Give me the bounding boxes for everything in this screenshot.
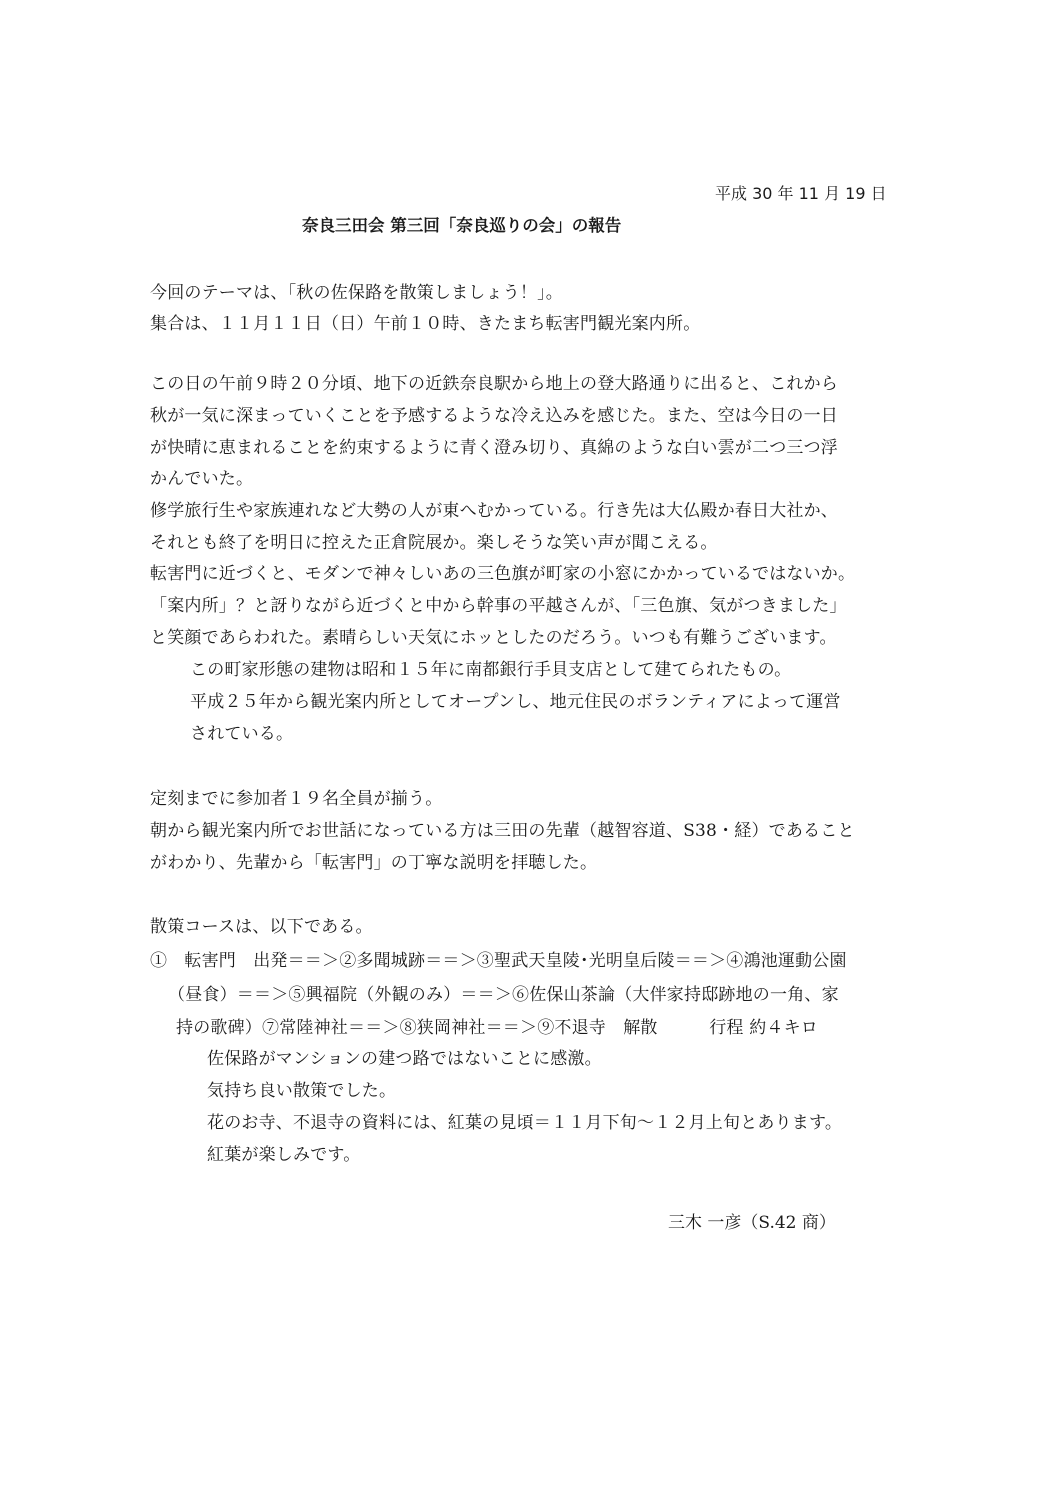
body-line: 「案内所」？と訝りながら近づくと中から幹事の平越さんが、「三色旗、気がつきました」 [150,596,847,616]
author-signature: 三木 一彦（S.42 商） [668,1213,836,1233]
body-line: 修学旅行生や家族連れなど大勢の人が東へむかっている。行き先は大仏殿か春日大社か、 [150,501,838,521]
course-line: （昼食）＝＝＞⑤興福院（外観のみ）＝＝＞⑥佐保山茶論（大伴家持邸跡地の一角、家 [168,985,839,1005]
body-line: と笑顔であらわれた。素晴らしい天気にホッとしたのだろう。いつも有難うございます。 [150,628,837,648]
body-line: が快晴に恵まれることを約束するように青く澄み切り、真綿のような白い雲が二つ三つ浮 [150,438,838,458]
report-date: 平成 30 年 11 月 19 日 [715,184,887,203]
body-line: 紅葉が楽しみです。 [207,1145,361,1165]
body-line: 集合は、１１月１１日（日）午前１０時、きたまち転害門観光案内所。 [150,314,701,334]
body-line: 平成２５年から観光案内所としてオープンし、地元住民のボランティアによって運営 [190,692,841,712]
body-line: 今回のテーマは、「秋の佐保路を散策しましょう！」。 [150,283,563,303]
body-line: 秋が一気に深まっていくことを予感するような冷え込みを感じた。また、空は今日の一日 [150,406,838,426]
body-line: 花のお寺、不退寺の資料には、紅葉の見頃＝１１月下旬～１２月上旬とあります。 [207,1113,843,1133]
body-line: この日の午前９時２０分頃、地下の近鉄奈良駅から地上の登大路通りに出ると、これから [150,374,838,394]
body-line: されている。 [190,724,294,744]
body-line: がわかり、先輩から「転害門」の丁寧な説明を拝聴した。 [150,853,598,873]
body-line: 佐保路がマンションの建つ路ではないことに感激。 [207,1049,602,1069]
body-line: それとも終了を明日に控えた正倉院展か。楽しそうな笑い声が聞こえる。 [150,533,718,553]
course-line: ① 転害門 出発＝＝＞②多聞城跡＝＝＞③聖武天皇陵･光明皇后陵＝＝＞④鴻池運動公園 [150,951,847,971]
body-line: この町家形態の建物は昭和１５年に南都銀行手貝支店として建てられたもの。 [190,660,792,680]
body-line: 散策コースは、以下である。 [150,917,373,937]
body-line: 気持ち良い散策でした。 [207,1081,397,1101]
body-line: 朝から観光案内所でお世話になっている方は三田の先輩（越智容道、S38・経）であること [150,821,855,841]
course-line: 持の歌碑）⑦常陸神社＝＝＞⑧狭岡神社＝＝＞⑨不退寺 解散 行程 約４キロ [176,1018,819,1038]
report-title: 奈良三田会 第三回「奈良巡りの会」の報告 [302,216,622,235]
body-line: かんでいた。 [150,469,254,489]
body-line: 転害門に近づくと、モダンで神々しいあの三色旗が町家の小窓にかかっているではないか。 [150,564,856,584]
body-line: 定刻までに参加者１９名全員が揃う。 [150,789,443,809]
